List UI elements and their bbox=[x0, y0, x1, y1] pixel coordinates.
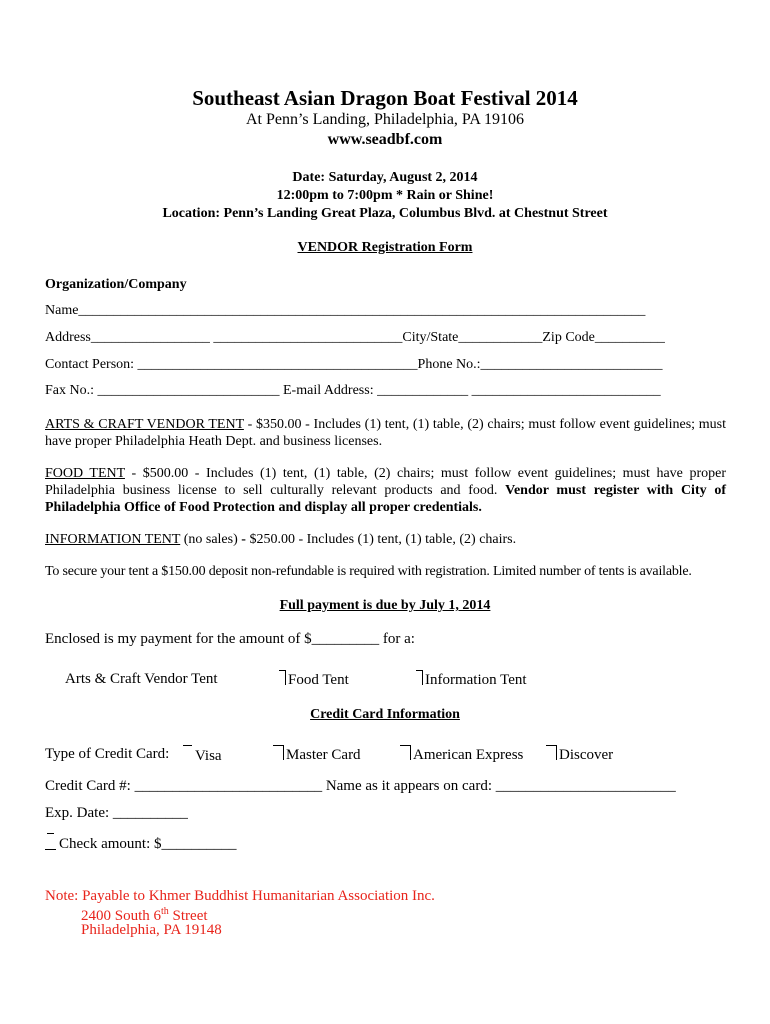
arts-tent-label: ARTS & CRAFT VENDOR TENT bbox=[45, 417, 244, 432]
option-info-tent[interactable] bbox=[416, 670, 527, 689]
event-date: Date: Saturday, August 2, 2014 bbox=[292, 170, 478, 185]
card-type-visa[interactable] bbox=[183, 745, 222, 765]
food-tent-paragraph bbox=[45, 465, 726, 516]
event-time: 12:00pm to 7:00pm * Rain or Shine! bbox=[276, 188, 494, 203]
deposit-note: To secure your tent a $150.00 deposit non-refundable is required with registration. Limited number of tents is available. bbox=[45, 564, 692, 579]
option-arts-label: Arts & Craft Vendor Tent bbox=[65, 671, 218, 687]
option-food-label: Food Tent bbox=[288, 672, 349, 688]
visa-label: Visa bbox=[195, 748, 222, 764]
contact-field[interactable]: Contact Person: ________________________________________Phone No.:__________________________ bbox=[45, 357, 663, 372]
discover-label: Discover bbox=[559, 747, 614, 763]
website-link[interactable]: www.seadbf.com bbox=[327, 131, 443, 148]
exp-date-field[interactable]: Exp. Date: __________ bbox=[45, 805, 188, 821]
fax-email-field[interactable]: Fax No.: __________________________ E-mail Address: _____________ ___________________________ bbox=[45, 383, 661, 398]
street-prefix: 2400 South 6 bbox=[81, 908, 162, 924]
event-venue: Location: Penn’s Landing Great Plaza, Columbus Blvd. at Chestnut Street bbox=[162, 206, 608, 221]
payment-due: Full payment is due by July 1, 2014 bbox=[279, 598, 491, 613]
street-suffix: th bbox=[161, 906, 169, 917]
option-arts-tent[interactable] bbox=[65, 671, 218, 688]
visa-checkbox-icon[interactable] bbox=[183, 745, 192, 756]
info-tent-label: INFORMATION TENT bbox=[45, 532, 181, 547]
info-tent-desc: $250.00 - Includes (1) tent, (1) table, (2) chairs. bbox=[249, 532, 517, 547]
card-type-label: Type of Credit Card: bbox=[45, 746, 170, 762]
form-title: VENDOR Registration Form bbox=[297, 240, 473, 255]
card-type-discover[interactable] bbox=[546, 745, 613, 764]
amex-checkbox-icon[interactable] bbox=[400, 745, 411, 760]
check-checkbox-icon[interactable] bbox=[45, 836, 59, 850]
food-checkbox-icon[interactable] bbox=[279, 670, 286, 685]
card-type-master[interactable] bbox=[273, 745, 361, 764]
info-checkbox-icon[interactable] bbox=[416, 670, 423, 685]
street-post: Street bbox=[168, 908, 208, 924]
discover-checkbox-icon[interactable] bbox=[546, 745, 557, 760]
amex-label: American Express bbox=[413, 747, 524, 763]
org-heading: Organization/Company bbox=[45, 277, 187, 292]
address-field[interactable]: Address_________________ ___________________________City/State____________Zip Code__________ bbox=[45, 330, 665, 345]
info-tent-dash: - bbox=[241, 532, 250, 547]
enclosed-payment-line[interactable]: Enclosed is my payment for the amount of $_________ for a: bbox=[45, 631, 415, 647]
info-tent-sales: (no sales) bbox=[180, 532, 242, 547]
info-tent-paragraph bbox=[45, 531, 726, 548]
payable-city: Philadelphia, PA 19148 bbox=[81, 922, 222, 938]
arts-tent-desc: - $350.00 - Includes (1) tent, (1) table, (2) chairs; must follow event guidelines; must have proper Philadelphia Heath Dept. and business licenses. bbox=[45, 417, 726, 449]
location-line: At Penn’s Landing, Philadelphia, PA 19106 bbox=[245, 111, 525, 128]
festival-title: Southeast Asian Dragon Boat Festival 2014 bbox=[192, 86, 578, 110]
card-number-field[interactable]: Credit Card #: _________________________ Name as it appears on card: ________________________ bbox=[45, 778, 676, 794]
option-info-label: Information Tent bbox=[425, 672, 527, 688]
master-checkbox-icon[interactable] bbox=[273, 745, 284, 760]
card-type-amex[interactable] bbox=[400, 745, 523, 764]
food-tent-requirement: Vendor must register with City of Philadelphia Office of Food Protection and display all proper credentials. bbox=[45, 483, 726, 515]
master-label: Master Card bbox=[286, 747, 361, 763]
payable-note: Note: Payable to Khmer Buddhist Humanitarian Association Inc. bbox=[45, 888, 435, 904]
option-food-tent[interactable] bbox=[279, 670, 349, 689]
credit-card-heading: Credit Card Information bbox=[310, 707, 460, 722]
food-tent-label: FOOD TENT bbox=[45, 466, 125, 481]
check-amount-label: Check amount: $__________ bbox=[59, 836, 237, 852]
check-amount-field[interactable] bbox=[45, 836, 236, 853]
name-field[interactable]: Name_________________________________________________________________________________ bbox=[45, 303, 646, 318]
arts-tent-paragraph bbox=[45, 416, 726, 450]
food-tent-desc: - $500.00 - Includes (1) tent, (1) table, (2) chairs; must follow event guidelines; must have proper Philadelphia business license to sell culturally relevant products and food. bbox=[45, 466, 726, 498]
